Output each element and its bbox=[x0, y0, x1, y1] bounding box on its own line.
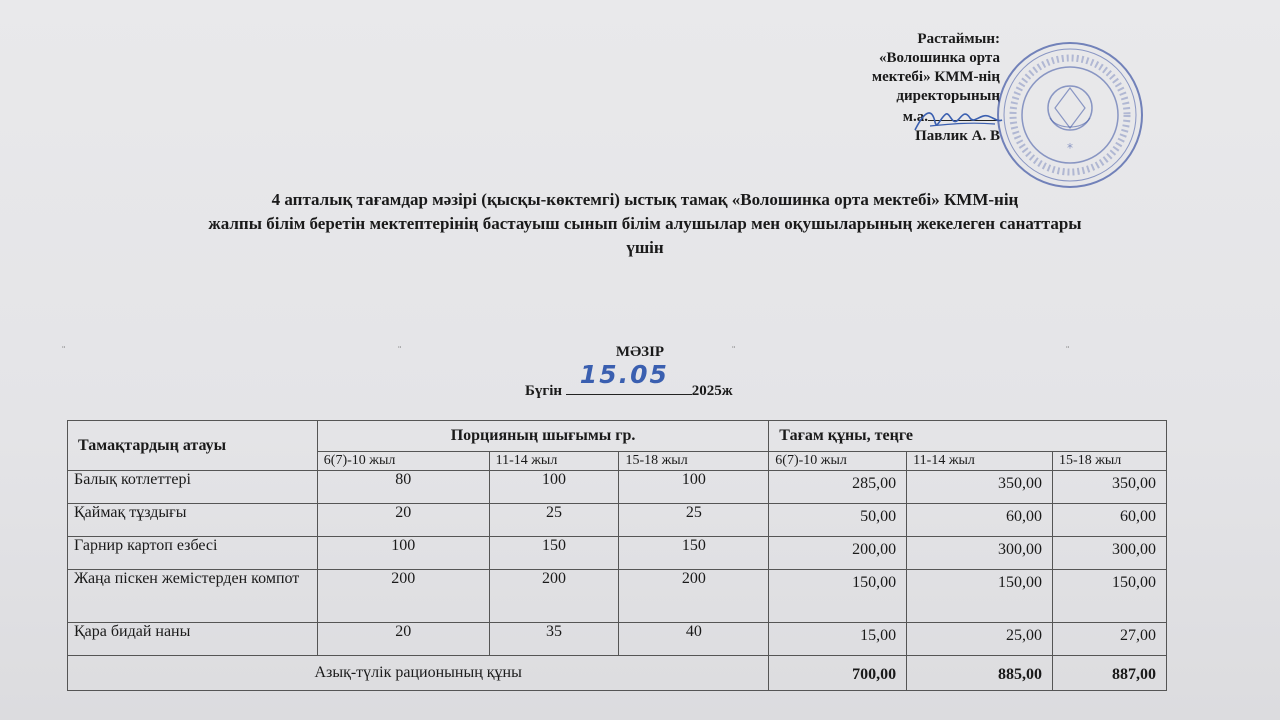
portion-value: 200 bbox=[619, 570, 769, 623]
dish-name: Гарнир картоп езбесі bbox=[68, 537, 318, 570]
approval-signer-name: Павлик А. В bbox=[915, 128, 1000, 144]
portion-value: 25 bbox=[619, 504, 769, 537]
cost-value: 60,00 bbox=[907, 504, 1053, 537]
handwritten-signature-icon bbox=[910, 100, 1005, 140]
date-prefix: Бүгін bbox=[525, 383, 563, 399]
portion-value: 25 bbox=[489, 504, 619, 537]
handwritten-date: 15.05 bbox=[579, 360, 669, 389]
title-line-1: 4 апталық тағамдар мәзірі (қысқы-көктемгі) ыстық тамақ «Волошинка орта мектебі» КММ-нің bbox=[271, 190, 1019, 209]
decorative-dots: ¨ bbox=[1066, 345, 1070, 356]
cost-value: 50,00 bbox=[769, 504, 907, 537]
portion-value: 40 bbox=[619, 623, 769, 656]
table-row bbox=[68, 537, 1167, 570]
table-row bbox=[68, 504, 1167, 537]
cost-value: 27,00 bbox=[1053, 623, 1167, 656]
cost-value: 60,00 bbox=[1053, 504, 1167, 537]
dish-name: Балық котлеттері bbox=[68, 471, 318, 504]
table-row bbox=[68, 471, 1167, 504]
total-cost-value: 700,00 bbox=[769, 656, 907, 691]
date-year: 2025ж bbox=[691, 383, 733, 399]
table-header-row bbox=[68, 421, 1167, 452]
portion-value: 200 bbox=[317, 570, 489, 623]
document-title bbox=[60, 188, 1230, 260]
title-line-3: үшін bbox=[626, 238, 664, 257]
approval-line-kmm: мектебі» КММ-нің bbox=[871, 69, 1000, 85]
cost-value: 350,00 bbox=[907, 471, 1053, 504]
portion-value: 150 bbox=[619, 537, 769, 570]
cost-value: 15,00 bbox=[769, 623, 907, 656]
portion-value: 100 bbox=[619, 471, 769, 504]
decorative-dots: ¨ bbox=[62, 345, 66, 356]
cost-value: 350,00 bbox=[1053, 471, 1167, 504]
total-cost-value: 885,00 bbox=[907, 656, 1053, 691]
portion-value: 80 bbox=[317, 471, 489, 504]
date-row bbox=[525, 360, 733, 400]
col-header-name: Тамақтардың атауы bbox=[68, 421, 318, 471]
cost-value: 300,00 bbox=[907, 537, 1053, 570]
col-header-portion: Порцияның шығымы гр. bbox=[317, 421, 769, 452]
menu-table bbox=[67, 420, 1167, 691]
portion-value: 35 bbox=[489, 623, 619, 656]
portion-value: 100 bbox=[489, 471, 619, 504]
cost-value: 150,00 bbox=[907, 570, 1053, 623]
portion-value: 20 bbox=[317, 623, 489, 656]
cost-value: 285,00 bbox=[769, 471, 907, 504]
portion-age-3: 15-18 жыл bbox=[619, 452, 769, 471]
table-total-row bbox=[68, 656, 1167, 691]
total-cost-value: 887,00 bbox=[1053, 656, 1167, 691]
total-label: Азық-түлік рационының құны bbox=[68, 656, 769, 691]
decorative-dots: ¨ bbox=[732, 345, 736, 356]
portion-value: 200 bbox=[489, 570, 619, 623]
svg-text:*: * bbox=[1067, 141, 1073, 155]
menu-heading: МӘЗІР bbox=[615, 344, 665, 360]
approval-ma-label: м.а. bbox=[902, 109, 928, 125]
cost-age-1: 6(7)-10 жыл bbox=[769, 452, 907, 471]
official-round-seal-icon bbox=[995, 40, 1145, 190]
cost-value: 150,00 bbox=[769, 570, 907, 623]
portion-value: 20 bbox=[317, 504, 489, 537]
portion-age-1: 6(7)-10 жыл bbox=[317, 452, 489, 471]
cost-age-3: 15-18 жыл bbox=[1053, 452, 1167, 471]
cost-age-2: 11-14 жыл bbox=[907, 452, 1053, 471]
cost-value: 25,00 bbox=[907, 623, 1053, 656]
dish-name: Қаймақ тұздығы bbox=[68, 504, 318, 537]
approval-line-school: «Волошинка орта bbox=[878, 50, 1000, 66]
table-row bbox=[68, 623, 1167, 656]
approval-line-director: директорының bbox=[896, 88, 1000, 104]
cost-value: 200,00 bbox=[769, 537, 907, 570]
cost-value: 300,00 bbox=[1053, 537, 1167, 570]
date-blank bbox=[566, 360, 692, 395]
cost-value: 150,00 bbox=[1053, 570, 1167, 623]
portion-value: 150 bbox=[489, 537, 619, 570]
portion-value: 100 bbox=[317, 537, 489, 570]
portion-age-2: 11-14 жыл bbox=[489, 452, 619, 471]
decorative-dots: ¨ bbox=[398, 345, 402, 356]
approval-heading: Растаймын: bbox=[917, 31, 1000, 47]
dish-name: Қара бидай наны bbox=[68, 623, 318, 656]
title-line-2: жалпы білім беретін мектептерінің бастауыш сынып білім алушылар мен оқушыларының жекелеген санаттары bbox=[208, 214, 1082, 233]
table-row bbox=[68, 570, 1167, 623]
dish-name: Жаңа піскен жемістерден компот bbox=[68, 570, 318, 623]
col-header-cost: Тағам құны, теңге bbox=[769, 421, 1167, 452]
